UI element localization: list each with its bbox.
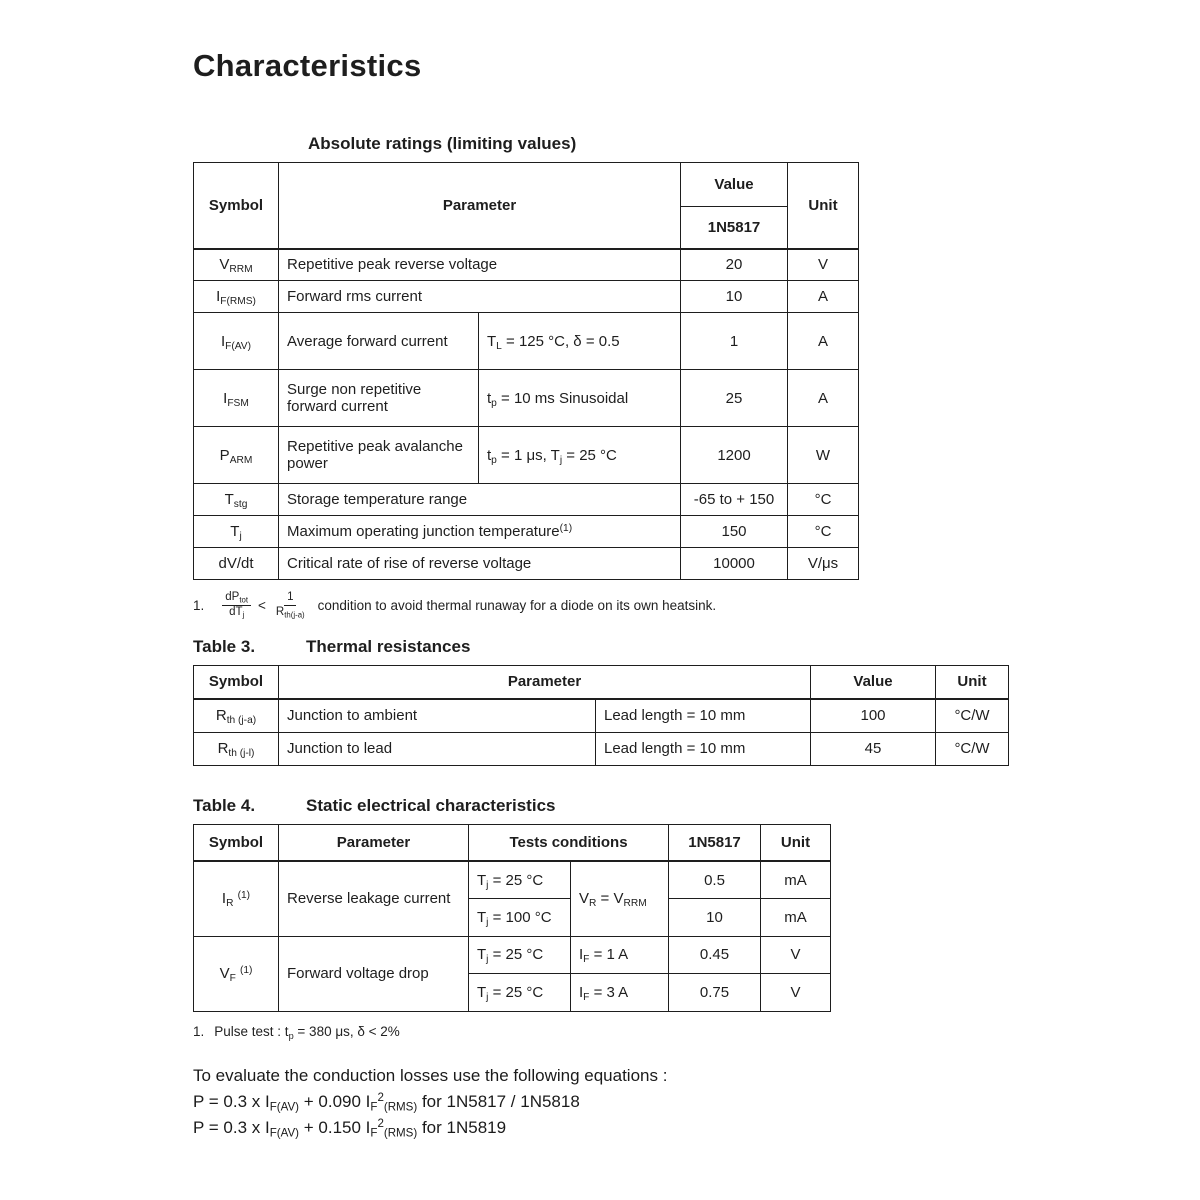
footnote-index: 1. — [193, 1023, 205, 1039]
unit-cell: A — [788, 281, 859, 313]
table-row — [194, 861, 831, 899]
table-row — [194, 313, 859, 370]
condition-cell: $T_j = 25$ °C — [469, 974, 571, 1012]
table3-label: Table 3. — [193, 636, 256, 656]
unit-cell: mA — [761, 899, 831, 937]
symbol-cell: $R_{th (j-a)}$ — [194, 699, 279, 732]
value-cell: 0.75 — [669, 974, 761, 1012]
unit-cell: V — [761, 974, 831, 1012]
value-cell: 0.45 — [669, 936, 761, 974]
condition-cell: $I_F = 1$ A — [571, 936, 669, 974]
unit-cell: °C/W — [936, 732, 1009, 765]
condition-cell: $t_p = 10$ ms Sinusoidal — [479, 370, 681, 427]
symbol-cell: $R_{th (j-l)}$ — [194, 732, 279, 765]
parameter-cell: Forward voltage drop — [279, 936, 469, 1011]
parameter-cell: Surge non repetitive forward current — [279, 370, 479, 427]
header-row — [194, 824, 831, 861]
footnote-text: condition to avoid thermal runaway for a diode on its own heatsink. — [317, 597, 717, 613]
parameter-column-header: Parameter — [279, 824, 469, 861]
parameter-cell: Junction to ambient — [279, 699, 596, 732]
unit-cell: °C — [788, 516, 859, 548]
unit-column-header: Unit — [788, 163, 859, 249]
symbol-cell: $I_R$ $^{(1)}$ — [194, 861, 279, 936]
conclusion-intro: To evaluate the conduction losses use the following equations : — [193, 1065, 668, 1085]
table-row — [194, 370, 859, 427]
parameter-cell: Maximum operating junction temperature$^{(1)}$ — [279, 516, 681, 548]
fraction-numerator: $dP_{tot}$ — [222, 591, 251, 606]
absolute-ratings-table — [193, 162, 859, 580]
tests-conditions-column-header: Tests conditions — [469, 824, 669, 861]
device-column-header: 1N5817 — [681, 207, 788, 249]
symbol-column-header: Symbol — [194, 824, 279, 861]
value-column-header: Value — [811, 665, 936, 699]
condition-shared-cell: $V_R = V_{RRM}$ — [571, 861, 669, 936]
table-row — [194, 484, 859, 516]
unit-cell: mA — [761, 861, 831, 899]
unit-cell: W — [788, 427, 859, 484]
equation-2: P = 0.3 x $I_{F(AV)} + 0.150$ $I_F^2_{(RMS)}$ for 1N5819 — [193, 1118, 507, 1140]
condition-cell: $T_j = 100$ °C — [469, 899, 571, 937]
symbol-cell: $T_j$ — [194, 516, 279, 548]
table-row — [194, 548, 859, 580]
symbol-cell: $I_{F(RMS)}$ — [194, 281, 279, 313]
condition-cell: $T_j = 25$ °C — [469, 936, 571, 974]
condition-cell: Lead length = 10 mm — [596, 732, 811, 765]
table3-caption: Thermal resistances — [306, 636, 471, 656]
page-title: Characteristics — [193, 48, 422, 83]
parameter-column-header: Parameter — [279, 163, 681, 249]
unit-cell: °C/W — [936, 699, 1009, 732]
less-than-operator: < — [258, 597, 266, 613]
unit-cell: °C — [788, 484, 859, 516]
value-cell: 1 — [681, 313, 788, 370]
unit-column-header: Unit — [761, 824, 831, 861]
value-cell: 25 — [681, 370, 788, 427]
symbol-cell: $I_{F(AV)}$ — [194, 313, 279, 370]
parameter-column-header: Parameter — [279, 665, 811, 699]
value-cell: 10 — [681, 281, 788, 313]
static-electrical-characteristics-table — [193, 824, 831, 1012]
value-cell: 1200 — [681, 427, 788, 484]
condition-cell: $I_F = 3$ A — [571, 974, 669, 1012]
thermal-table-header — [194, 665, 1009, 699]
parameter-cell: Junction to lead — [279, 732, 596, 765]
table4-caption: Static electrical characteristics — [306, 795, 556, 815]
parameter-cell: Storage temperature range — [279, 484, 681, 516]
parameter-cell: Forward rms current — [279, 281, 681, 313]
parameter-cell: Repetitive peak avalanche power — [279, 427, 479, 484]
table3-heading — [193, 637, 1140, 657]
condition-cell: $T_j = 25$ °C — [469, 861, 571, 899]
value-cell: 150 — [681, 516, 788, 548]
unit-cell: A — [788, 313, 859, 370]
symbol-cell: $P_{ARM}$ — [194, 427, 279, 484]
fraction-denominator: $R_{th(j-a)}$ — [275, 605, 305, 620]
table-row — [194, 516, 859, 548]
condition-cell: $T_L = 125$ °C, δ = 0.5 — [479, 313, 681, 370]
symbol-cell: dV/dt — [194, 548, 279, 580]
absolute-ratings-caption: Absolute ratings (limiting values) — [308, 134, 577, 153]
table4-heading — [193, 796, 1140, 816]
absolute-ratings-footnote — [193, 591, 1140, 620]
value-cell: 10 — [669, 899, 761, 937]
absolute-ratings-header — [194, 163, 859, 249]
parameter-cell: Reverse leakage current — [279, 861, 469, 936]
symbol-cell: $T_{stg}$ — [194, 484, 279, 516]
fraction-one-over-rth — [273, 591, 308, 620]
value-cell: -65 to + 150 — [681, 484, 788, 516]
fraction-denominator: $dT_j$ — [229, 605, 245, 620]
table-row — [194, 281, 859, 313]
unit-cell: V — [788, 249, 859, 281]
unit-column-header: Unit — [936, 665, 1009, 699]
table4-label: Table 4. — [193, 795, 256, 815]
table-row — [194, 732, 1009, 765]
value-cell: 45 — [811, 732, 936, 765]
equation-1: P = 0.3 x $I_{F(AV)} + 0.090$ $I_F^2_{(RMS)}$ for 1N5817 / 1N5818 — [193, 1091, 580, 1114]
static-table-header — [194, 824, 831, 861]
parameter-cell: Repetitive peak reverse voltage — [279, 249, 681, 281]
static-table-footnote — [193, 1024, 1140, 1039]
header-row — [194, 665, 1009, 699]
conduction-losses-note — [193, 1063, 1140, 1142]
symbol-cell: $V_{RRM}$ — [194, 249, 279, 281]
value-column-header: Value — [681, 163, 788, 207]
device-column-header: 1N5817 — [669, 824, 761, 861]
unit-cell: V/μs — [788, 548, 859, 580]
fraction-dptot-dtj — [222, 591, 251, 620]
table-row — [194, 249, 859, 281]
symbol-cell: $V_F$ $^{(1)}$ — [194, 936, 279, 1011]
parameter-cell: Average forward current — [279, 313, 479, 370]
unit-cell: V — [761, 936, 831, 974]
value-cell: 20 — [681, 249, 788, 281]
parameter-cell: Critical rate of rise of reverse voltage — [279, 548, 681, 580]
table-row — [194, 427, 859, 484]
table-row — [194, 699, 1009, 732]
condition-cell: Lead length = 10 mm — [596, 699, 811, 732]
symbol-column-header: Symbol — [194, 163, 279, 249]
unit-cell: A — [788, 370, 859, 427]
value-cell: 100 — [811, 699, 936, 732]
symbol-column-header: Symbol — [194, 665, 279, 699]
header-row — [194, 163, 859, 207]
thermal-resistances-table — [193, 665, 1009, 766]
value-cell: 0.5 — [669, 861, 761, 899]
symbol-cell: $I_{FSM}$ — [194, 370, 279, 427]
table-row — [194, 936, 831, 974]
footnote-text: Pulse test : $t_p = 380$ μs, δ < 2% — [214, 1023, 400, 1041]
footnote-index: 1. — [193, 597, 205, 613]
condition-cell: $t_p = 1$ μs, $T_j = 25$ °C — [479, 427, 681, 484]
fraction-numerator: 1 — [284, 591, 296, 606]
value-cell: 10000 — [681, 548, 788, 580]
